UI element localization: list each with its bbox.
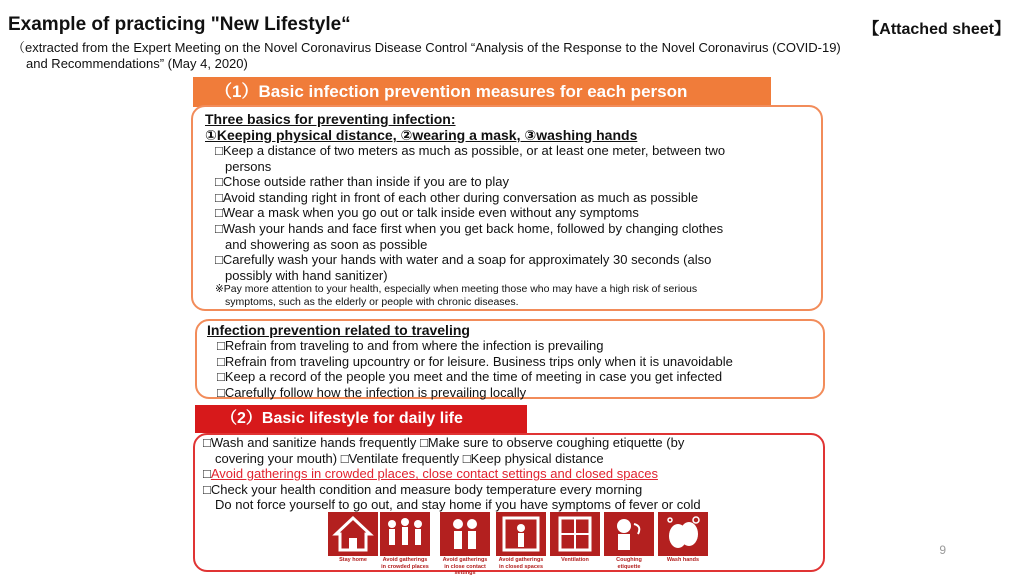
list-item: □Refrain from traveling upcountry or for leisure. Business trips only when it is unavoidable	[217, 353, 733, 369]
list-item: persons	[225, 158, 272, 174]
daily-line-3	[203, 466, 813, 482]
subtitle-line-1: （extracted from the Expert Meeting on the Novel Coronavirus Disease Control “Analysis of the Response to the Novel Coronavirus (COVID-19)	[12, 40, 841, 55]
daily-line-2: covering your mouth) □Ventilate frequently □Keep physical distance	[215, 450, 604, 466]
section2-header: （2）Basic lifestyle for daily life	[195, 405, 527, 433]
traveling-box	[195, 319, 825, 399]
three-basics-heading: Three basics for preventing infection:	[205, 111, 456, 127]
close-contact-icon	[440, 512, 490, 577]
list-item: □Keep a distance of two meters as much as possible, or at least one meter, between two	[215, 143, 726, 158]
ventilation-icon	[550, 512, 600, 564]
stay-home-icon	[328, 512, 378, 564]
icon-caption: Avoid gatherings in close contact settings	[442, 557, 488, 576]
list-item: □Wash your hands and face first when you get back home, followed by changing clothes	[215, 220, 724, 236]
list-item: possibly with hand sanitizer)	[225, 267, 388, 283]
note-line-2: symptoms, such as the elderly or people with chronic diseases.	[225, 296, 519, 309]
page-title: Example of practicing "New Lifestyle“	[8, 14, 351, 35]
daily-line-4: □Check your health condition and measure body temperature every morning	[203, 481, 643, 497]
subtitle	[12, 40, 1002, 72]
closed-spaces-icon	[496, 512, 546, 570]
section1-header: （1）Basic infection prevention measures for each person	[193, 77, 771, 107]
daily-line-1: □Wash and sanitize hands frequently □Make sure to observe coughing etiquette (by	[203, 435, 685, 450]
icon-caption: Coughing etiquette	[616, 557, 642, 570]
icon-caption: Ventilation	[561, 557, 589, 563]
daily-line-5: Do not force yourself to go out, and stay home if you have symptoms of fever or cold	[215, 497, 701, 513]
note-line-1: ※Pay more attention to your health, especially when meeting those who may have a high risk of serious	[215, 283, 698, 296]
list-item: □Wear a mask when you go out or talk inside even without any symptoms	[215, 205, 639, 221]
icon-caption: Stay home	[339, 557, 367, 563]
icon-caption: Avoid gatherings in crowded places	[381, 557, 429, 570]
icon-caption: Wash hands	[666, 557, 700, 563]
list-item: □Carefully wash your hands with water and a soap for approximately 30 seconds (also	[215, 252, 712, 268]
attached-sheet-label: 【Attached sheet】	[863, 21, 1010, 38]
wash-hands-icon	[658, 512, 708, 564]
list-item: □Refrain from traveling to and from where the infection is prevailing	[217, 338, 604, 353]
list-item: □Avoid standing right in front of each other during conversation as much as possible	[215, 189, 699, 205]
avoid-gatherings-text: Avoid gatherings in crowded places, close contact settings and closed spaces	[210, 466, 658, 482]
three-basics-subheading: ①Keeping physical distance, ②wearing a mask, ③washing hands	[205, 127, 638, 143]
page-number: 9	[939, 543, 946, 557]
list-item: and showering as soon as possible	[225, 236, 428, 252]
list-item: □Keep a record of the people you meet and the time of meeting in case you get infected	[217, 369, 723, 385]
basic-measures-box	[191, 105, 823, 311]
list-item: □Chose outside rather than inside if you are to play	[215, 174, 510, 190]
icon-caption: Avoid gatherings in closed spaces	[498, 557, 544, 570]
coughing-etiquette-icon	[604, 512, 654, 570]
subtitle-line-2: and Recommendations” (May 4, 2020)	[26, 56, 248, 71]
list-item: □Carefully follow how the infection is prevailing locally	[217, 384, 527, 400]
traveling-heading: Infection prevention related to traveling	[207, 322, 470, 338]
crowded-places-icon	[380, 512, 430, 570]
pictogram-row	[328, 512, 713, 576]
checkbox-glyph: □	[203, 466, 211, 482]
